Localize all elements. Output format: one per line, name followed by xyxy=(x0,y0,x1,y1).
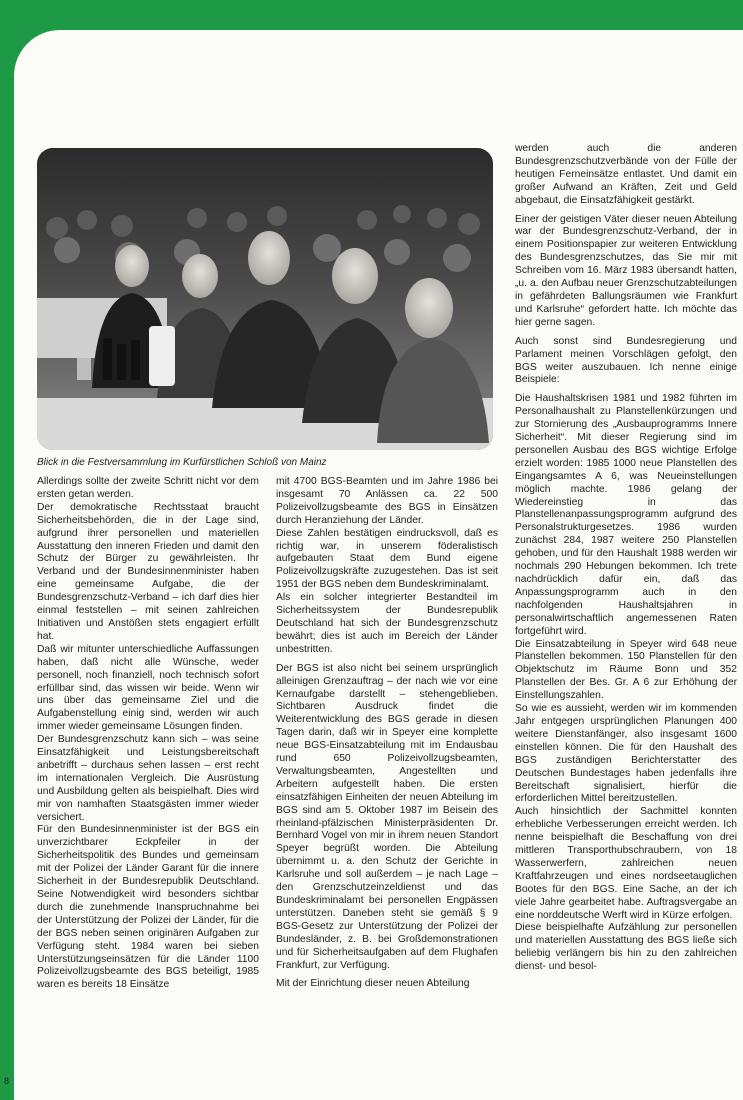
paragraph: Der Bundesgrenzschutz kann sich – was seine Einsatzfähigkeit und Leistungsbereitschaft anbetrifft – durchaus sehen lassen – erst recht im internationalen Vergleich. Die Ausrüstung und Ausbildung gelten als beispielhaft. Dies wird mir von namhaften Staatsgästen immer wieder versichert. xyxy=(37,734,259,823)
paragraph: Mit der Einrichtung dieser neuen Abteilung xyxy=(276,978,470,990)
paragraph: mit 4700 BGS-Beamten und im Jahre 1986 bei insgesamt 70 Anlässen ca. 22 500 Polizeivollzugsbeamte des BGS in Einsätzen durch Heranziehung der Länder. xyxy=(276,476,498,526)
paragraph: Allerdings sollte der zweite Schritt nicht vor dem ersten getan werden. xyxy=(37,476,259,500)
page-number: 8 xyxy=(4,1076,10,1086)
paragraph: Die Haushaltskrisen 1981 und 1982 führten im Personalhaushalt zu Planstellenkürzungen und zur Stornierung des „Ausbauprogramms Innere Sicherheit“. Mit dieser Regierung sind im personellen Ausbau des BGS wichtige Erfolge erzielt worden: 1985 1000 neue Planstellen des Eingangsamtes A 6, was Neueinstellungen möglich machte. 1986 gelang der Wiedereinstieg in das Planstellenanpassungsprogramm aufgrund des Personalstrukturgesetzes. 1986 wurden zunächst 284, 1987 weitere 250 Planstellen gehoben, und für den Haushalt 1988 werden wir nochmals 290 Hebungen bekommen. Ich trete nachdrücklich dafür ein, daß das Anpassungsprogramm auch in den nachfolgenden Haushaltsjahren in personalwirtschaftlich angemessenen Raten fortgeführt wird. xyxy=(515,393,737,637)
paragraph: So wie es aussieht, werden wir im kommenden Jahr entgegen ursprünglichen Planungen 400 weitere Dienstanfänger, also insgesamt 1600 einstellen können. Die für den Haushalt des BGS zuständigen Berichterstatter des Deutschen Bundestages haben jedenfalls ihre Bereitschaft signalisiert, hierfür die erforderlichen Mittel bereitzustellen. xyxy=(515,703,737,805)
paragraph: Einer der geistigen Väter dieser neuen Abteilung war der Bundesgrenzschutz-Verband, der in einem Positionspapier zur weiteren Entwicklung des Bundesgrenzschutzes, das Sie mir mit Schreiben vom 16. März 1983 übersandt hatten, „u. a. den Aufbau neuer Grenzschutzabteilungen in gefährdeten Ballungsräumen wie Frankfurt und Karlsruhe“ gefordert hatte. Ich möchte das hier gerne sagen. xyxy=(515,213,737,328)
paragraph: Für den Bundesinnenminister ist der BGS ein unverzichtbarer Eckpfeiler in der Sicherheitspolitik des Bundes und gemeinsam mit der Polizei der Länder Garant für die innere Sicherheit in der Bundesrepublik Deutschland. Seine Notwendigkeit wird besonders sichtbar durch die zunehmende Inanspruchnahme bei der Unterstützung der Polizei der Länder, für die der BGS neben seinen originären Aufgaben zur Verfügung steht. 1984 waren bei sieben Unterstützungseinsätzen für die Länder 1100 Polizeivollzugsbeamte des BGS beteiligt, 1985 waren es bereits 18 Einsätze xyxy=(37,824,259,991)
event-photo xyxy=(37,148,493,450)
audience-photo-illustration xyxy=(37,148,493,450)
paragraph: Daß wir mitunter unterschiedliche Auffassungen haben, daß nicht alle Wünsche, weder personell, noch finanziell, noch technisch sofort erfüllbar sind, das wissen wir beide. Wenn wir uns über das gemeinsame Ziel und die Aufgabenstellung einig sind, werden wir auch immer wieder gemeinsame Lösungen finden. xyxy=(37,643,259,733)
paragraph: Auch sonst sind Bundesregierung und Parlament meinen Vorschlägen gefolgt, den BGS weiter auszubauen. Ich nenne einige Beispiele: xyxy=(515,335,737,386)
photo-caption: Blick in die Festversammlung im Kurfürstlichen Schloß von Mainz xyxy=(37,457,327,468)
paragraph: Die Einsatzabteilung in Speyer wird 648 neue Planstellen bekommen. 150 Planstellen für den Objektschutz im Räume Bonn und 352 Planstellen der Bes. Gr. A 6 zur Erhöhung der Einstellungszahlen. xyxy=(515,638,737,702)
paragraph: Diese Zahlen bestätigen eindrucksvoll, daß es richtig war, in unserem föderalistisch aufgebauten Staat dem Bund eigene Polizeivollzugskräfte zuzugestehen. Das ist seit 1951 der BGS neben dem Bundeskriminalamt. xyxy=(276,527,498,591)
paragraph: Der demokratische Rechtsstaat braucht Sicherheitsbehörden, die in der Lage sind, aufgrund ihrer personellen und materiellen Ausstattung den inneren Frieden und damit den Schutz der Bürger zu gewährleisten. Ihr Verband und der Bundesinnenminister haben eine gemeinsame Aufgabe, die der Bundesgrenzschutz-Verband – ich darf dies hier einmal feststellen – mit seinen zahlreichen Initiativen und Anstößen stets engagiert erfüllt hat. xyxy=(37,501,259,642)
paragraph: Als ein solcher integrierter Bestandteil im Sicherheitssystem der Bundesrepublik Deutschland hat sich der Bundesgrenzschutz bewährt; dies ist auch im Bereich der Länder unbestritten. xyxy=(276,592,498,655)
article-column-1 xyxy=(37,476,259,992)
article-column-3 xyxy=(515,143,737,974)
article-column-2 xyxy=(276,476,498,991)
paragraph: Auch hinsichtlich der Sachmittel konnten erhebliche Verbesserungen erreicht werden. Ich nenne beispielhaft die Beschaffung von drei mittleren Transporthubschraubern, von 18 Wasserwerfern, zahlreichen neuen Kraftfahrzeugen und eines nordseetauglichen Bootes für den BGS. Eine Sache, an der ich viele Jahre gearbeitet habe. Auftragsvergabe an eine norddeutsche Werft wird in Kürze erfolgen. xyxy=(515,806,737,921)
paragraph: werden auch die anderen Bundesgrenzschutzverbände von der Fülle der heutigen Ferneinsätze entlastet. Und damit ein großer Aufwand an Kräften, Zeit und Geld abgebaut, die Einsatzfähigkeit gestärkt. xyxy=(515,143,737,206)
paragraph: Diese beispielhafte Aufzählung zur personellen und materiellen Ausstattung des BGS ließe sich beliebig verlängern bis hin zu den zahlreichen dienst- und besol- xyxy=(515,922,737,973)
paragraph: Der BGS ist also nicht bei seinem ursprünglich alleinigen Grenzauftrag – der nach wie vor eine Kernaufgabe darstellt – stehengeblieben. Sichtbaren Ausdruck findet die Weiterentwicklung des BGS gerade in diesen Tagen darin, daß wir in Speyer eine komplette neue BGS-Einsatzabteilung mit im Endausbau rund 650 Polizeivollzugsbeamten, Verwaltungsbeamten, Angestellten und Arbeitern aufgestellt haben. Die ersten einsatzfähigen Einheiten der neuen Abteilung im BGS sind am 5. Oktober 1987 im Beisein des rheinland-pfälzischen Ministerpräsidenten Dr. Bernhard Vogel von mir in ihrem neuen Standort Speyer begrüßt worden. Die Abteilung übernimmt u. a. den Schutz der Gerichte in Karlsruhe und soll außerdem – je nach Lage – den Grenzschutzeinzeldienst und das Bundeskriminalamt bei personellen Engpässen unterstützen. Daneben steht sie gemäß § 9 BGS-Gesetz zur Unterstützung der Polizei der Bundesländer, z. B. bei Großdemonstrationen und für Sicherheitsaufgaben auf dem Flughafen Frankfurt, zur Verfügung. xyxy=(276,662,498,971)
